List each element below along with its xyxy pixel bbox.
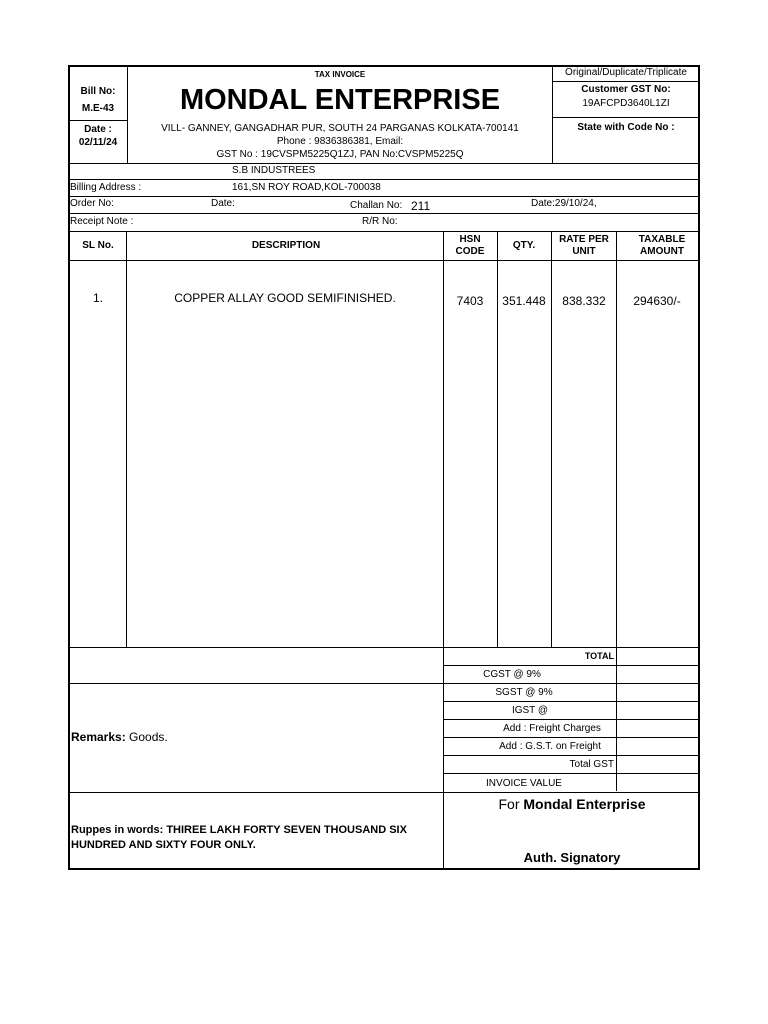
sum-line-total-gst — [443, 773, 699, 774]
billing-address-value: 161,SN ROY ROAD,KOL-700038 — [232, 182, 381, 193]
gst-freight-label: Add : G.S.T. on Freight — [499, 741, 601, 752]
date-label: Date : — [84, 124, 112, 135]
receipt-note-label: Receipt Note : — [70, 216, 134, 227]
row-line-1 — [68, 179, 700, 180]
auth-signatory: Auth. Signatory — [523, 850, 621, 865]
col-divider-hsn — [497, 231, 498, 647]
customer-gst-divider — [552, 117, 699, 118]
customer-name: S.B INDUSTREES — [232, 165, 316, 176]
sum-line-sgst — [443, 701, 699, 702]
row-description: COPPER ALLAY GOOD SEMIFINISHED. — [174, 291, 396, 305]
order-date-label: Date: — [211, 198, 235, 209]
bill-no-value: M.E-43 — [81, 103, 115, 114]
company-phone-email: Phone : 9836386381, Email: — [276, 136, 404, 147]
col-header-sl: SL No. — [82, 240, 114, 251]
row-line-3 — [68, 213, 700, 214]
row-line-4 — [68, 231, 700, 232]
amount-in-words-line1: Ruppes in words: THIREE LAKH FORTY SEVEN THOUSAND SIX — [71, 824, 407, 836]
header-right-divider — [552, 65, 553, 163]
col-header-rate-line2: UNIT — [572, 246, 596, 257]
sum-line-cgst — [68, 683, 700, 684]
col-divider-qty — [551, 231, 552, 647]
table-body-bottom — [68, 647, 700, 648]
row-amount: 294630/- — [633, 294, 681, 308]
challan-no-label: Challan No: — [350, 200, 403, 211]
cgst-label: CGST @ 9% — [483, 669, 541, 680]
row-hsn: 7403 — [456, 294, 484, 308]
customer-gst-value: 19AFCPD3640L1ZI — [582, 98, 670, 109]
invoice-value-label: INVOICE VALUE — [486, 778, 562, 789]
total-gst-label: Total GST — [569, 759, 614, 770]
sum-line-gst-freight — [443, 755, 699, 756]
col-header-taxable-line2: AMOUNT — [640, 246, 684, 257]
row-rate: 838.332 — [562, 294, 606, 308]
col-header-qty: QTY. — [512, 240, 536, 251]
copy-type: Original/Duplicate/Triplicate — [565, 67, 687, 78]
freight-label: Add : Freight Charges — [503, 723, 601, 734]
border-bottom — [68, 868, 700, 870]
col-header-description: DESCRIPTION — [251, 240, 321, 251]
header-left-divider — [127, 65, 128, 163]
amount-in-words-line2: HUNDRED AND SIXTY FOUR ONLY. — [71, 839, 256, 851]
col-header-hsn-line1: HSN — [459, 234, 481, 245]
remarks-value: Goods. — [129, 730, 168, 744]
order-no-label: Order No: — [70, 198, 114, 209]
date-value: 02/11/24 — [78, 137, 118, 148]
sum-line-total — [443, 665, 699, 666]
company-gst-pan: GST No : 19CVSPM5225Q1ZJ, PAN No:CVSPM5225Q — [216, 149, 464, 160]
sgst-label: SGST @ 9% — [495, 687, 553, 698]
company-name: MONDAL ENTERPRISE — [179, 84, 501, 116]
bill-no-label: Bill No: — [80, 86, 116, 97]
remarks — [71, 731, 168, 743]
col-divider-rate — [616, 231, 617, 791]
col-header-taxable-line1: TAXABLE — [638, 234, 686, 245]
col-divider-sl — [126, 231, 127, 647]
copy-type-divider — [552, 81, 699, 82]
company-address: VILL- GANNEY, GANGADHAR PUR, SOUTH 24 PARGANAS KOLKATA-700141 — [161, 123, 519, 134]
header-bottom-line — [68, 163, 700, 164]
col-header-rate-line1: RATE PER — [559, 234, 609, 245]
tax-invoice-label: TAX INVOICE — [314, 70, 366, 79]
bill-date-divider — [68, 120, 128, 121]
for-prefix: For — [498, 796, 520, 812]
for-company-name: Mondal Enterprise — [523, 796, 646, 812]
customer-gst-label: Customer GST No: — [581, 84, 671, 95]
state-code-label: State with Code No : — [577, 122, 675, 133]
sum-line-freight — [443, 737, 699, 738]
rr-no-label: R/R No: — [362, 216, 398, 227]
for-company — [498, 797, 645, 811]
table-header-bottom — [68, 260, 700, 261]
sum-line-invoice-value — [68, 792, 700, 793]
billing-address-label: Billing Address : — [70, 182, 142, 193]
col-header-hsn-line2: CODE — [455, 246, 485, 257]
challan-no-value: 211 — [411, 199, 431, 213]
remarks-label: Remarks: — [71, 730, 126, 744]
row-line-2 — [68, 196, 700, 197]
challan-date: Date:29/10/24, — [531, 198, 597, 209]
total-label: TOTAL — [584, 651, 614, 661]
row-sl: 1. — [92, 291, 104, 305]
border-right — [698, 65, 700, 870]
igst-label: IGST @ — [511, 705, 549, 716]
sum-line-igst — [443, 719, 699, 720]
row-qty: 351.448 — [502, 294, 546, 308]
